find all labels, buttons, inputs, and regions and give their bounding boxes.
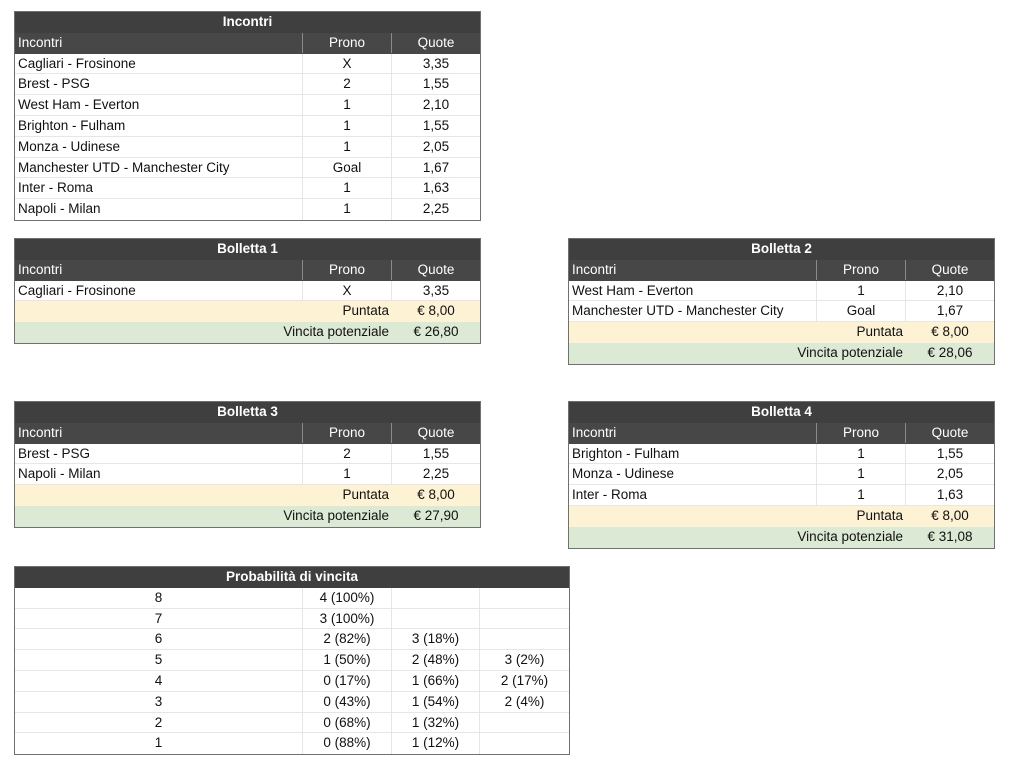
prob-cell (392, 609, 480, 629)
incontri-title-row (15, 12, 480, 33)
count-cell: 2 (15, 713, 303, 733)
puntata-value: € 8,00 (417, 303, 455, 319)
header-incontri: Incontri (569, 423, 817, 443)
match-cell: Monza - Udinese (15, 137, 303, 157)
puntata-value: € 8,00 (931, 324, 969, 340)
quote-cell: 1,55 (422, 445, 450, 461)
prob-cell (480, 629, 569, 649)
prob-cell: 1 (12%) (392, 733, 480, 754)
match-cell: Cagliari - Frosinone (15, 281, 303, 301)
count-cell: 5 (15, 650, 303, 670)
match-cell: Monza - Udinese (569, 464, 817, 484)
prono-cell: 1 (303, 178, 392, 198)
prob-cell: 0 (43%) (303, 692, 392, 712)
header-quote: Quote (931, 261, 969, 277)
vincita-label: Vincita potenziale (797, 528, 903, 544)
table-row (15, 281, 480, 302)
bolletta1-table (14, 238, 481, 344)
incontri-title: Incontri (222, 14, 273, 29)
quote-cell: 2,25 (422, 201, 450, 217)
prob-cell (392, 588, 480, 608)
vincita-row (15, 322, 480, 343)
count-cell: 4 (15, 671, 303, 691)
table-row (569, 301, 994, 322)
quote-cell: 2,05 (422, 138, 450, 154)
bolletta4-header-row (569, 423, 994, 444)
prob-cell (480, 588, 569, 608)
prob-cell: 3 (2%) (504, 652, 545, 668)
prono-cell: 1 (303, 199, 392, 220)
prob-cell: 3 (100%) (303, 609, 392, 629)
count-cell: 1 (15, 733, 303, 754)
header-prono: Prono (817, 423, 906, 443)
bolletta1-title-row (15, 239, 480, 260)
table-row (569, 444, 994, 465)
header-prono: Prono (303, 423, 392, 443)
bolletta1-title: Bolletta 1 (217, 241, 278, 256)
prono-cell: 1 (817, 444, 906, 464)
vincita-value: € 26,80 (413, 324, 459, 340)
match-cell: Brest - PSG (15, 74, 303, 94)
vincita-row (569, 343, 994, 364)
prob-cell (480, 733, 569, 754)
match-cell: Manchester UTD - Manchester City (569, 301, 817, 321)
header-quote: Quote (417, 424, 455, 440)
table-row (15, 464, 480, 485)
quote-cell: 1,55 (422, 76, 450, 92)
prono-cell: 1 (303, 464, 392, 484)
prob-cell: 1 (50%) (303, 650, 392, 670)
header-quote: Quote (931, 424, 969, 440)
header-incontri: Incontri (569, 260, 817, 280)
prob-cell: 0 (17%) (303, 671, 392, 691)
match-cell: Brest - PSG (15, 444, 303, 464)
prono-cell: X (303, 54, 392, 74)
bolletta3-title-row (15, 402, 480, 423)
table-row (15, 95, 480, 116)
vincita-value: € 31,08 (927, 528, 973, 544)
header-incontri: Incontri (15, 423, 303, 443)
table-row (569, 281, 994, 302)
prob-cell (480, 713, 569, 733)
prob-cell: 1 (66%) (392, 671, 480, 691)
table-row (569, 464, 994, 485)
puntata-row (15, 485, 480, 506)
bolletta3-header-row (15, 423, 480, 444)
match-cell: West Ham - Everton (15, 95, 303, 115)
table-row (15, 671, 569, 692)
match-cell: Napoli - Milan (15, 199, 303, 220)
bolletta4-title: Bolletta 4 (751, 404, 812, 419)
header-prono: Prono (303, 260, 392, 280)
table-row (569, 485, 994, 506)
puntata-row (15, 301, 480, 322)
prono-cell: 2 (303, 74, 392, 94)
table-row (15, 158, 480, 179)
header-quote: Quote (417, 34, 455, 50)
prob-cell: 0 (68%) (303, 713, 392, 733)
table-row (15, 137, 480, 158)
vincita-label: Vincita potenziale (283, 324, 389, 340)
prob-cell: 1 (32%) (392, 713, 480, 733)
bolletta2-title: Bolletta 2 (751, 241, 812, 256)
puntata-value: € 8,00 (417, 487, 455, 503)
bolletta4-title-row (569, 402, 994, 423)
prono-cell: 2 (303, 444, 392, 464)
match-cell: Manchester UTD - Manchester City (15, 158, 303, 178)
prob-cell: 1 (54%) (392, 692, 480, 712)
prob-cell: 2 (82%) (303, 629, 392, 649)
prono-cell: 1 (817, 464, 906, 484)
table-row (15, 178, 480, 199)
incontri-header-row (15, 33, 480, 54)
table-row (15, 733, 569, 754)
quote-cell: 2,05 (936, 466, 964, 482)
match-cell: West Ham - Everton (569, 281, 817, 301)
bolletta4-table (568, 401, 995, 549)
header-quote: Quote (417, 261, 455, 277)
match-cell: Brighton - Fulham (15, 116, 303, 136)
bolletta2-table (568, 238, 995, 365)
puntata-label: Puntata (856, 507, 903, 523)
probabilita-table (14, 566, 570, 755)
count-cell: 8 (15, 588, 303, 608)
quote-cell: 2,10 (422, 97, 450, 113)
count-cell: 3 (15, 692, 303, 712)
prono-cell: X (303, 281, 392, 301)
prono-cell: 1 (303, 137, 392, 157)
table-row (15, 692, 569, 713)
vincita-value: € 27,90 (413, 507, 459, 523)
bolletta2-header-row (569, 260, 994, 281)
prob-cell: 4 (100%) (303, 588, 392, 608)
vincita-value: € 28,06 (927, 344, 973, 360)
puntata-row (569, 322, 994, 343)
header-incontri: Incontri (15, 260, 303, 280)
count-cell: 6 (15, 629, 303, 649)
table-row (15, 74, 480, 95)
puntata-row (569, 506, 994, 527)
count-cell: 7 (15, 609, 303, 629)
table-row (15, 609, 569, 630)
match-cell: Inter - Roma (569, 485, 817, 505)
prono-cell: 1 (817, 281, 906, 301)
table-row (15, 116, 480, 137)
match-cell: Brighton - Fulham (569, 444, 817, 464)
quote-cell: 1,63 (422, 180, 450, 196)
prob-cell: 3 (18%) (392, 629, 480, 649)
incontri-table (14, 11, 481, 221)
match-cell: Napoli - Milan (15, 464, 303, 484)
prob-cell: 0 (88%) (303, 733, 392, 754)
prob-cell (480, 609, 569, 629)
quote-cell: 1,67 (422, 159, 450, 175)
prono-cell: 1 (817, 485, 906, 505)
table-row (15, 650, 569, 671)
bolletta3-title: Bolletta 3 (217, 404, 278, 419)
table-row (15, 629, 569, 650)
bolletta3-table (14, 401, 481, 528)
prono-cell: 1 (303, 95, 392, 115)
vincita-row (569, 527, 994, 548)
puntata-label: Puntata (342, 303, 389, 319)
prob-cell: 2 (17%) (500, 672, 549, 688)
header-prono: Prono (303, 33, 392, 53)
match-cell: Cagliari - Frosinone (15, 54, 303, 74)
quote-cell: 2,10 (936, 282, 964, 298)
quote-cell: 2,25 (422, 466, 450, 482)
probabilita-title-row (15, 567, 569, 588)
bolletta2-title-row (569, 239, 994, 260)
prono-cell: Goal (817, 301, 906, 321)
quote-cell: 3,35 (422, 282, 450, 298)
quote-cell: 3,35 (422, 55, 450, 71)
quote-cell: 1,55 (422, 117, 450, 133)
probabilita-title: Probabilità di vincita (225, 569, 359, 584)
bolletta1-header-row (15, 260, 480, 281)
header-incontri: Incontri (15, 33, 303, 53)
vincita-label: Vincita potenziale (797, 344, 903, 360)
puntata-label: Puntata (342, 487, 389, 503)
prob-cell: 2 (4%) (504, 693, 545, 709)
prono-cell: Goal (303, 158, 392, 178)
table-row (15, 444, 480, 465)
table-row (15, 713, 569, 734)
puntata-label: Puntata (856, 324, 903, 340)
table-row (15, 199, 480, 220)
quote-cell: 1,55 (936, 445, 964, 461)
table-row (15, 54, 480, 75)
vincita-label: Vincita potenziale (283, 507, 389, 523)
match-cell: Inter - Roma (15, 178, 303, 198)
prob-cell: 2 (48%) (392, 650, 480, 670)
quote-cell: 1,63 (936, 487, 964, 503)
header-prono: Prono (817, 260, 906, 280)
quote-cell: 1,67 (936, 303, 964, 319)
prono-cell: 1 (303, 116, 392, 136)
table-row (15, 588, 569, 609)
puntata-value: € 8,00 (931, 507, 969, 523)
vincita-row (15, 506, 480, 527)
